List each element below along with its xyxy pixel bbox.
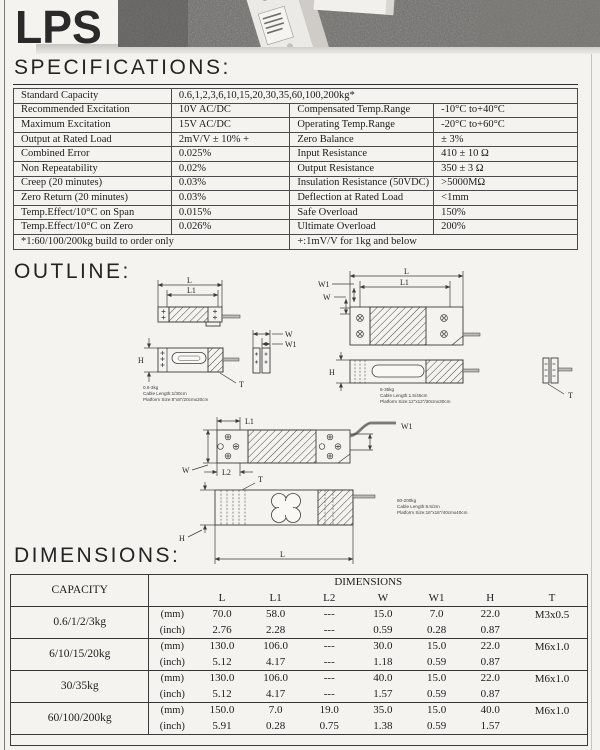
value-cell: 58.0 (249, 607, 303, 623)
spec-label: Safe Overload (290, 205, 434, 220)
spec-row (14, 205, 578, 220)
dim-label-t: T (239, 380, 244, 389)
outline-drawing-large (148, 416, 528, 578)
column-header: L (218, 591, 226, 604)
dim-label-h: H (329, 368, 335, 377)
spec-row (14, 118, 578, 133)
spec-label: Zero Return (20 minutes) (14, 191, 172, 206)
drawing-caption-cable: Cable Length:1/30cm (143, 391, 187, 396)
spec-label: Ultimate Overload (290, 220, 434, 235)
dim-spacer-row (11, 735, 588, 746)
specifications-heading: SPECIFICATIONS: (14, 56, 231, 79)
value-cell: 0.87 (480, 687, 500, 700)
spec-row (14, 161, 578, 176)
spec-footnote: +:1mV/V for 1kg and below (290, 234, 578, 249)
product-photo (118, 0, 600, 47)
spec-row (14, 191, 578, 206)
value-cell: 5.12 (212, 655, 232, 668)
dimensions-table (10, 574, 588, 746)
value-cell: 130.0 (195, 671, 249, 687)
dim-label-l: L (280, 550, 285, 559)
dim-label-w1: W1 (401, 422, 413, 431)
spec-label: Zero Balance (290, 132, 434, 147)
value-cell: 15.0 (410, 639, 464, 655)
capacity-cell: 60/100/200kg (11, 703, 149, 735)
value-cell: --- (302, 671, 356, 687)
drawing-caption-platform: Platform Size:12"x12"/30cmx30cm (380, 399, 451, 404)
drawing-caption-range: 0.6-3kg (143, 385, 159, 390)
capacity-cell: 30/35kg (11, 671, 149, 703)
spec-value: 0.02% (171, 161, 289, 176)
spec-row (14, 132, 578, 147)
value-cell: 30.0 (356, 639, 410, 655)
drawing-caption-platform: Platform Size:8"x8"/20cmx20cm (143, 397, 209, 402)
spec-footnote-row (14, 234, 578, 249)
column-header: W1 (428, 591, 445, 604)
column-header: W (377, 591, 389, 604)
unit-header (149, 591, 195, 607)
spec-value: 0.015% (171, 205, 289, 220)
spec-label: Output at Rated Load (14, 132, 172, 147)
capacity-cell: 6/10/15/20kg (11, 639, 149, 671)
value-cell: --- (323, 655, 335, 668)
dimensions-group-header: DIMENSIONS (334, 576, 403, 589)
value-cell: 0.28 (265, 719, 286, 732)
spec-value: 150% (434, 205, 578, 220)
spec-label: Temp.Effect/10°C on Span (14, 205, 172, 220)
spec-value: 410 ± 10 Ω (434, 147, 578, 162)
value-cell: 70.0 (195, 607, 249, 623)
spec-row (14, 147, 578, 162)
value-cell: 5.12 (212, 687, 232, 700)
drawing-caption-platform: Platform Size:16"x16"/40cmx40cm (397, 510, 468, 515)
spec-value: <1mm (434, 191, 578, 206)
value-cell: 0.59 (426, 687, 447, 700)
outline-heading: OUTLINE: (14, 260, 131, 283)
value-cell: 0.87 (480, 623, 500, 636)
spec-row (14, 176, 578, 191)
spec-value: 10V AC/DC (171, 103, 289, 118)
dim-label-w1: W1 (318, 280, 330, 289)
value-cell: 22.0 (463, 639, 517, 655)
value-cell: 2.28 (265, 623, 286, 636)
value-cell: 0.75 (319, 719, 339, 732)
spec-label: Compensated Temp.Range (290, 103, 434, 118)
spec-value: 0.03% (171, 191, 289, 206)
dim-label-t: T (258, 475, 263, 484)
spec-value: ± 3% (434, 132, 578, 147)
dim-label-l: L (404, 268, 409, 276)
drawing-caption-cable: Cable Length:6.5/2m (397, 504, 440, 509)
outline-drawing-medium (296, 268, 596, 410)
unit-cell: (mm) (149, 671, 195, 687)
value-cell: 22.0 (463, 607, 517, 623)
value-cell: 0.87 (480, 655, 500, 668)
spec-value: 2mV/V ± 10% + (171, 132, 289, 147)
spec-label: Recommended Excitation (14, 103, 172, 118)
value-cell: 7.0 (249, 703, 303, 719)
value-cell: --- (323, 687, 335, 700)
dim-label-l: L (187, 276, 192, 285)
value-cell: 40.0 (356, 671, 410, 687)
unit-cell: (inch) (159, 624, 185, 636)
value-cell: 106.0 (249, 671, 303, 687)
capacity-header: CAPACITY (11, 575, 149, 607)
dim-label-l2: L2 (222, 468, 231, 477)
value-cell: 106.0 (249, 639, 303, 655)
dimensions-table-body (11, 575, 588, 746)
outline-drawing-small (136, 276, 316, 410)
dim-label-w: W (182, 466, 190, 475)
dim-label-w: W (285, 330, 293, 339)
specifications-underline (13, 84, 578, 85)
value-cell: 1.38 (373, 719, 393, 732)
value-cell: 4.17 (265, 655, 286, 668)
value-cell: 35.0 (356, 703, 410, 719)
value-cell: 0.59 (426, 719, 447, 732)
spec-value: -20°C to+60°C (434, 118, 578, 133)
value-cell: 19.0 (302, 703, 356, 719)
specifications-table-body (14, 89, 578, 250)
value-cell: 1.57 (480, 719, 500, 732)
column-header: L1 (269, 591, 282, 604)
drawing-caption-range: 60-200kg (397, 498, 417, 503)
clover-cutout (272, 494, 301, 523)
spec-value: 15V AC/DC (171, 118, 289, 133)
dim-label-h: H (138, 356, 144, 365)
dim-row-mm (11, 703, 588, 719)
dim-label-l1: L1 (400, 278, 409, 287)
value-cell: 40.0 (463, 703, 517, 719)
dim-label-l1: L1 (245, 417, 254, 426)
dim-label-w1: W1 (285, 340, 297, 349)
value-cell: 0.28 (426, 623, 447, 636)
spec-label: Temp.Effect/10°C on Zero (14, 220, 172, 235)
spec-row (14, 89, 578, 104)
value-cell: --- (323, 623, 335, 636)
thread-cell: M6x1.0 (517, 639, 587, 671)
drawing-caption-range: 6-35kg (380, 387, 395, 392)
spec-label: Deflection at Rated Load (290, 191, 434, 206)
column-header: L2 (323, 591, 336, 604)
value-cell: 2.76 (212, 623, 232, 636)
unit-cell: (mm) (149, 607, 195, 623)
dim-row-mm (11, 639, 588, 655)
specifications-table (13, 88, 578, 250)
spacer-cell (11, 735, 588, 746)
value-cell: --- (302, 607, 356, 623)
spec-value: -10°C to+40°C (434, 103, 578, 118)
spec-label: Combined Error (14, 147, 172, 162)
value-cell: 130.0 (195, 639, 249, 655)
thread-cell: M3x0.5 (517, 607, 587, 639)
unit-cell: (inch) (159, 720, 185, 732)
value-cell: --- (302, 639, 356, 655)
value-cell: 1.57 (373, 687, 393, 700)
thread-cell: M6x1.0 (517, 671, 587, 703)
spec-label: Maximum Excitation (14, 118, 172, 133)
spec-footnote: *1:60/100/200kg build to order only (14, 234, 290, 249)
spec-label: Creep (20 minutes) (14, 176, 172, 191)
spec-value: >5000MΩ (434, 176, 578, 191)
dim-label-l1: L1 (187, 286, 196, 295)
dim-label-w: W (323, 293, 331, 302)
dim-label-t: T (568, 391, 573, 400)
value-cell: 150.0 (195, 703, 249, 719)
column-header: H (486, 591, 495, 604)
capacity-cell: 0.6/1/2/3kg (11, 607, 149, 639)
spec-value: 0.6,1,2,3,6,10,15,20,30,35,60,100,200kg* (171, 89, 577, 104)
value-cell: 7.0 (410, 607, 464, 623)
column-header: T (548, 591, 556, 604)
unit-cell: (mm) (149, 639, 195, 655)
spec-row (14, 103, 578, 118)
spec-value: 0.025% (171, 147, 289, 162)
drawing-caption-cable: Cable Length:1.5/45cm (380, 393, 428, 398)
page-border-left (4, 0, 5, 750)
dim-row-mm (11, 607, 588, 623)
dimensions-heading: DIMENSIONS: (14, 544, 181, 567)
thread-cell: M6x1.0 (517, 703, 587, 735)
spec-value: 200% (434, 220, 578, 235)
spec-label: Output Resistance (290, 161, 434, 176)
spec-label: Standard Capacity (14, 89, 172, 104)
spec-label: Insulation Resistance (50VDC) (290, 176, 434, 191)
value-cell: 5.91 (212, 719, 232, 732)
value-cell: 15.0 (410, 671, 464, 687)
value-cell: 15.0 (356, 607, 410, 623)
spec-label: Input Resistance (290, 147, 434, 162)
value-cell: 0.59 (426, 655, 447, 668)
spec-row (14, 220, 578, 235)
value-cell: 0.59 (373, 623, 393, 636)
unit-cell: (inch) (159, 688, 185, 700)
value-cell: 22.0 (463, 671, 517, 687)
unit-cell: (inch) (159, 656, 185, 668)
spec-label: Operating Temp.Range (290, 118, 434, 133)
value-cell: 1.18 (373, 655, 393, 668)
spec-label: Non Repeatability (14, 161, 172, 176)
dim-row-mm (11, 671, 588, 687)
value-cell: 15.0 (410, 703, 464, 719)
value-cell: 4.17 (265, 687, 286, 700)
dim-header-row (11, 575, 588, 591)
spec-value: 0.026% (171, 220, 289, 235)
spec-value: 0.03% (171, 176, 289, 191)
dim-label-h: H (179, 534, 185, 543)
unit-cell: (mm) (149, 703, 195, 719)
spec-value: 350 ± 3 Ω (434, 161, 578, 176)
product-logo: LPS (15, 1, 102, 53)
